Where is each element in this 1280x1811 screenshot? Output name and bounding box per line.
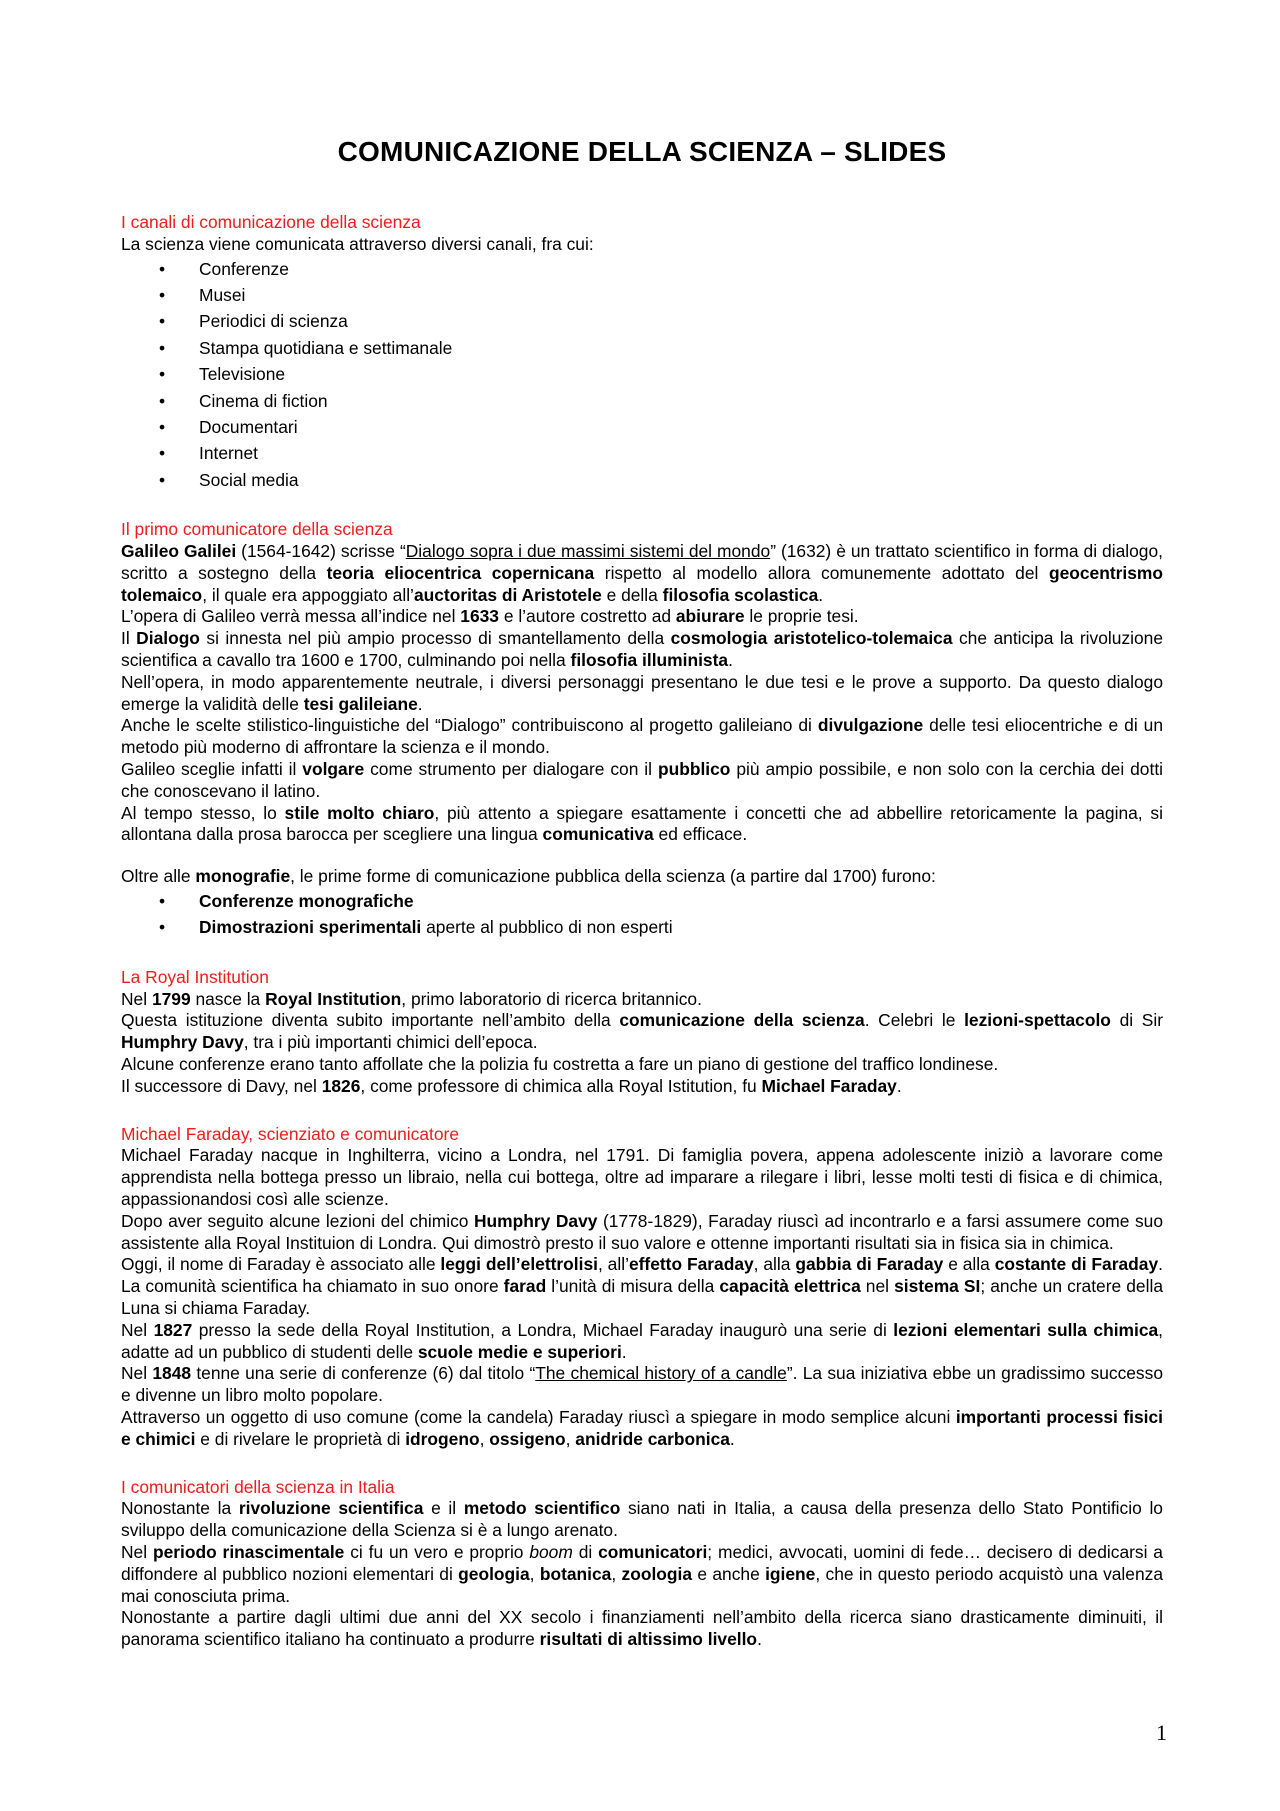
text-run: , xyxy=(529,1563,540,1584)
underlined-title: The chemical history of a candle xyxy=(535,1363,787,1384)
bold-text: pubblico xyxy=(657,759,731,780)
section-heading: Michael Faraday, scienziato e comunicatore xyxy=(121,1123,459,1144)
bold-text: tesi galileiane xyxy=(303,693,418,714)
bold-text: lezioni-spettacolo xyxy=(964,1010,1111,1031)
text-run: , adatte ad un pubblico di studenti delle xyxy=(121,1319,1164,1362)
text-run: ; anche un cratere della Luna si chiama Faraday. xyxy=(121,1276,1163,1318)
bold-text: effetto Faraday xyxy=(628,1254,754,1275)
bold-text: rivoluzione scientifica xyxy=(238,1498,424,1519)
text-run: ; medici, avvocati, uomini di fede… decisero di dedicarsi a diffondere al pubblico nozioni elementari di xyxy=(121,1541,1163,1584)
bold-text: 1848 xyxy=(152,1363,192,1384)
bold-text: 1633 xyxy=(460,606,499,627)
bold-text: teoria eliocentrica copernicana xyxy=(326,562,595,583)
list-item xyxy=(159,388,1163,414)
paragraph xyxy=(121,866,1163,888)
bold-text: filosofia scolastica xyxy=(662,584,819,605)
text-run: Musei xyxy=(199,285,246,305)
paragraph xyxy=(121,759,1163,803)
text-run: e l’autore costretto ad xyxy=(498,606,676,627)
text-run: , il quale era appoggiato all’ xyxy=(202,584,414,605)
text-run: Cinema di fiction xyxy=(199,390,328,411)
text-run: Alcune conferenze erano tanto affollate che la polizia fu costretta a fare un piano di gestione del traffico londinese. xyxy=(121,1054,999,1074)
paragraph xyxy=(121,234,1163,256)
text-run: rispetto al modello allora comunemente adottato del xyxy=(594,562,1049,583)
bold-text: gabbia di Faraday xyxy=(795,1254,944,1275)
text-run: Dopo aver seguito alcune lezioni del chimico xyxy=(121,1210,474,1231)
text-run: Oggi, il nome di Faraday è associato alle xyxy=(121,1254,441,1275)
text-run: . La comunità scientifica ha chiamato in suo onore xyxy=(121,1254,1163,1297)
text-run: , xyxy=(611,1563,622,1584)
text-run: . Celebri le xyxy=(864,1010,965,1031)
text-run: Nonostante la xyxy=(121,1498,239,1519)
text-run: ci fu un vero e proprio xyxy=(344,1541,530,1562)
bold-text: risultati di altissimo livello xyxy=(539,1629,758,1650)
text-run: nel xyxy=(860,1276,895,1297)
text-run: , che in questo periodo acquistò una valenza mai conosciuta prima. xyxy=(121,1563,1164,1606)
paragraph xyxy=(121,1076,1163,1098)
bold-text: farad xyxy=(503,1276,547,1297)
bold-text: divulgazione xyxy=(817,715,924,736)
underlined-title: Dialogo sopra i due massimi sistemi del mondo xyxy=(405,541,771,562)
bold-text: idrogeno xyxy=(405,1428,480,1449)
text-run: Internet xyxy=(199,443,258,464)
paragraph xyxy=(121,1254,1163,1319)
text-run: Nel xyxy=(121,1541,153,1562)
bold-text: geocentrismo tolemaico xyxy=(121,562,1163,605)
bold-text: zoologia xyxy=(621,1563,693,1584)
text-run: Nel xyxy=(121,1363,153,1384)
text-run: siano nati in Italia, a causa della presenza dello Stato Pontificio lo sviluppo della comunicazione della Scienza si è a lungo arenato. xyxy=(121,1498,1163,1541)
text-run: . xyxy=(729,1428,735,1449)
bold-text: sistema SI xyxy=(894,1276,981,1297)
text-run: , le prime forme di comunicazione pubblica della scienza (a partire dal 1700) furono: xyxy=(290,866,936,887)
paragraph xyxy=(121,1211,1163,1255)
list-item xyxy=(159,414,1163,440)
text-run: . xyxy=(896,1075,902,1096)
paragraph xyxy=(121,715,1163,759)
text-run: , xyxy=(565,1428,576,1449)
list-item xyxy=(159,914,1163,940)
list-item xyxy=(159,308,1163,334)
section-heading: Il primo comunicatore della scienza xyxy=(121,519,393,540)
text-run: di Sir xyxy=(1110,1010,1163,1031)
paragraph xyxy=(121,628,1163,672)
bold-text: filosofia illuminista xyxy=(570,650,729,671)
text-run: Conferenze xyxy=(199,258,289,279)
text-run: delle tesi eliocentriche e di un metodo più moderno di affrontare la scienza e il mondo. xyxy=(121,715,1164,758)
bold-text: 1827 xyxy=(153,1319,193,1340)
text-run: come strumento per dialogare con il xyxy=(364,759,658,780)
paragraph xyxy=(121,1010,1163,1054)
text-run: Anche le scelte stilistico-linguistiche del “Dialogo” contribuiscono al progetto galileiano di xyxy=(121,715,818,736)
section xyxy=(121,1477,1163,1651)
text-run: . xyxy=(757,1629,762,1650)
text-run: e della xyxy=(601,584,663,605)
paragraph xyxy=(121,1054,1163,1076)
text-run: Televisione xyxy=(199,364,286,385)
bold-text: capacità elettrica xyxy=(719,1276,861,1297)
text-run: più ampio possibile, e non solo con la cerchia dei dotti che conoscevano il latino. xyxy=(121,759,1164,801)
paragraph xyxy=(121,803,1163,847)
bold-text: Humphry Davy xyxy=(121,1032,244,1053)
bold-text: Conferenze monografiche xyxy=(199,891,414,911)
list-item xyxy=(159,361,1163,387)
text-run: La scienza viene comunicata attraverso diversi canali, fra cui: xyxy=(121,233,594,254)
bullet-list xyxy=(121,888,1163,941)
text-run: . xyxy=(728,650,733,671)
bold-text: monografie xyxy=(195,866,291,887)
section-heading: I comunicatori della scienza in Italia xyxy=(121,1476,395,1497)
text-run: Social media xyxy=(199,469,299,490)
text-run: , xyxy=(479,1428,490,1449)
bold-text: abiurare xyxy=(675,606,745,627)
text-run: Il successore di Davy, nel xyxy=(121,1075,322,1096)
text-run: (1778-1829), Faraday riuscì ad incontrarlo e a farsi assumere come suo assistente alla Royal Instituion di Londra. Qui dimostrò presto il suo valore e ottenne importanti risultati sia in fisica sia in chimica. xyxy=(121,1210,1163,1253)
text-run: Nell’opera, in modo apparentemente neutrale, i diversi personaggi presentano le due tesi e le prove a supporto. Da questo dialogo emerge la validità delle xyxy=(121,671,1163,714)
paragraph xyxy=(121,1407,1163,1451)
text-run: di xyxy=(572,1541,599,1562)
text-run: L’opera di Galileo verrà messa all’indice nel xyxy=(121,606,461,627)
italic-text: boom xyxy=(529,1541,573,1562)
text-run: e anche xyxy=(692,1563,766,1584)
text-run: . xyxy=(818,584,824,605)
bold-text: igiene xyxy=(765,1563,816,1584)
bold-text: Humphry Davy xyxy=(473,1210,598,1231)
bold-text: comunicazione della scienza xyxy=(619,1010,865,1031)
text-run: Questa istituzione diventa subito importante nell’ambito della xyxy=(121,1010,620,1031)
text-run: Nel xyxy=(121,988,152,1009)
paragraph xyxy=(121,1607,1163,1651)
paragraph xyxy=(121,672,1163,716)
text-run: . xyxy=(417,693,423,714)
paragraph xyxy=(121,1363,1163,1407)
bold-text: cosmologia aristotelico-tolemaica xyxy=(670,628,953,649)
paragraph xyxy=(121,1542,1163,1607)
paragraph xyxy=(121,1145,1163,1210)
text-run: Nel xyxy=(121,1319,154,1340)
bold-text: geologia xyxy=(458,1563,530,1584)
list-item xyxy=(159,888,1163,914)
text-run: e di rivelare le proprietà di xyxy=(195,1428,406,1449)
text-run: , all’ xyxy=(597,1254,629,1275)
text-run: e il xyxy=(423,1498,464,1519)
text-run: Galileo sceglie infatti il xyxy=(121,759,303,780)
bold-text: Dimostrazioni sperimentali xyxy=(199,917,422,938)
bold-text: metodo scientifico xyxy=(463,1498,621,1519)
section-heading: I canali di comunicazione della scienza xyxy=(121,212,421,232)
text-run: si innesta nel più ampio processo di smantellamento della xyxy=(199,628,671,649)
paragraph xyxy=(121,606,1163,628)
paragraph xyxy=(121,541,1163,606)
section xyxy=(121,1124,1163,1451)
text-run: , primo laboratorio di ricerca britannico. xyxy=(401,988,702,1009)
bold-text: comunicativa xyxy=(542,824,654,845)
bold-text: Michael Faraday xyxy=(761,1075,897,1096)
text-run: Michael Faraday nacque in Inghilterra, vicino a Londra, nel 1791. Di famiglia povera, appena adolescente iniziò a lavorare come apprendista nella bottega presso un libraio, nella cui bottega, oltre ad imparare a rilegare i libri, lesse molti testi di fisica e di chimica, appassionandosi così alle scienze. xyxy=(121,1145,1163,1209)
bullet-list xyxy=(121,256,1163,494)
paragraph xyxy=(121,1320,1163,1364)
bold-text: volgare xyxy=(302,759,365,780)
text-run: Al tempo stesso, lo xyxy=(121,802,285,823)
text-run: Stampa quotidiana e settimanale xyxy=(199,337,453,358)
section-heading: La Royal Institution xyxy=(121,966,269,987)
bold-text: botanica xyxy=(539,1563,612,1584)
paragraph xyxy=(121,989,1163,1011)
text-run: Periodici di scienza xyxy=(199,311,348,332)
text-run: l’unità di misura della xyxy=(546,1276,720,1297)
bold-text: importanti processi fisici e chimici xyxy=(121,1406,1163,1449)
document-body xyxy=(121,212,1163,1651)
list-item xyxy=(159,282,1163,308)
page-number: 1 xyxy=(1156,1720,1167,1745)
text-run: le proprie tesi. xyxy=(744,606,859,627)
bold-text: Dialogo xyxy=(136,628,200,649)
text-run: Oltre alle xyxy=(121,866,196,887)
text-run: , come professore di chimica alla Royal Istitution, fu xyxy=(360,1075,762,1096)
text-run: presso la sede della Royal Institution, a Londra, Michael Faraday inaugurò una serie di xyxy=(192,1319,894,1340)
text-run: nasce la xyxy=(190,988,266,1009)
bold-text: periodo rinascimentale xyxy=(152,1541,345,1562)
text-run: . xyxy=(621,1341,627,1362)
text-run: ”. La sua iniziativa ebbe un gradissimo successo e divenne un libro molto popolare. xyxy=(121,1363,1163,1406)
text-run: Documentari xyxy=(199,417,298,438)
section xyxy=(121,212,1163,493)
text-run: Attraverso un oggetto di uso comune (come la candela) Faraday riuscì a spiegare in modo semplice alcuni xyxy=(121,1406,956,1427)
bold-text: Royal Institution xyxy=(265,988,402,1009)
text-run: ed efficace. xyxy=(653,824,748,845)
text-run: , alla xyxy=(753,1254,796,1275)
list-item xyxy=(159,467,1163,493)
text-run: e alla xyxy=(943,1254,995,1275)
text-run: Il xyxy=(121,628,137,649)
bold-text: Galileo Galilei xyxy=(121,541,237,562)
bold-text: lezioni elementari sulla chimica xyxy=(893,1319,1159,1340)
bold-text: ossigeno xyxy=(489,1428,566,1449)
text-run: aperte al pubblico di non esperti xyxy=(421,917,673,938)
bold-text: comunicatori xyxy=(598,1541,708,1562)
bold-text: stile molto chiaro xyxy=(284,802,435,823)
text-run: ” (1632) è un trattato scientifico in forma di dialogo, scritto a sostegno della xyxy=(121,541,1163,583)
paragraph xyxy=(121,1498,1163,1542)
page-title: COMUNICAZIONE DELLA SCIENZA – SLIDES xyxy=(337,136,947,167)
list-item xyxy=(159,440,1163,466)
bold-text: 1826 xyxy=(321,1075,361,1096)
list-item xyxy=(159,335,1163,361)
text-run: tenne una serie di conferenze (6) dal titolo “ xyxy=(191,1363,536,1384)
text-run: che anticipa la rivoluzione scientifica a cavallo tra 1600 e 1700, culminando poi nella xyxy=(121,628,1164,671)
bold-text: 1799 xyxy=(151,988,191,1009)
section xyxy=(121,519,1163,941)
bold-text: auctoritas di Aristotele xyxy=(413,584,602,605)
bold-text: anidride carbonica xyxy=(575,1428,730,1449)
text-run: , tra i più importanti chimici dell’epoca. xyxy=(243,1032,538,1053)
bold-text: scuole medie e superiori xyxy=(417,1341,622,1362)
text-run: Nonostante a partire dagli ultimi due anni del XX secolo i finanziamenti nell’ambito della ricerca siano drasticamente diminuiti, il panorama scientifico italiano ha continuato a produrre xyxy=(121,1607,1163,1650)
bold-text: costante di Faraday xyxy=(994,1254,1159,1275)
spacer xyxy=(121,846,1163,866)
bold-text: leggi dell’elettrolisi xyxy=(440,1254,598,1275)
text-run: (1564-1642) scrisse “ xyxy=(236,541,406,562)
text-run: , più attento a spiegare esattamente i concetti che ad abbellire retoricamente la pagina, si allontana dalla prosa barocca per scegliere una lingua xyxy=(121,802,1163,845)
list-item xyxy=(159,256,1163,282)
section xyxy=(121,967,1163,1098)
